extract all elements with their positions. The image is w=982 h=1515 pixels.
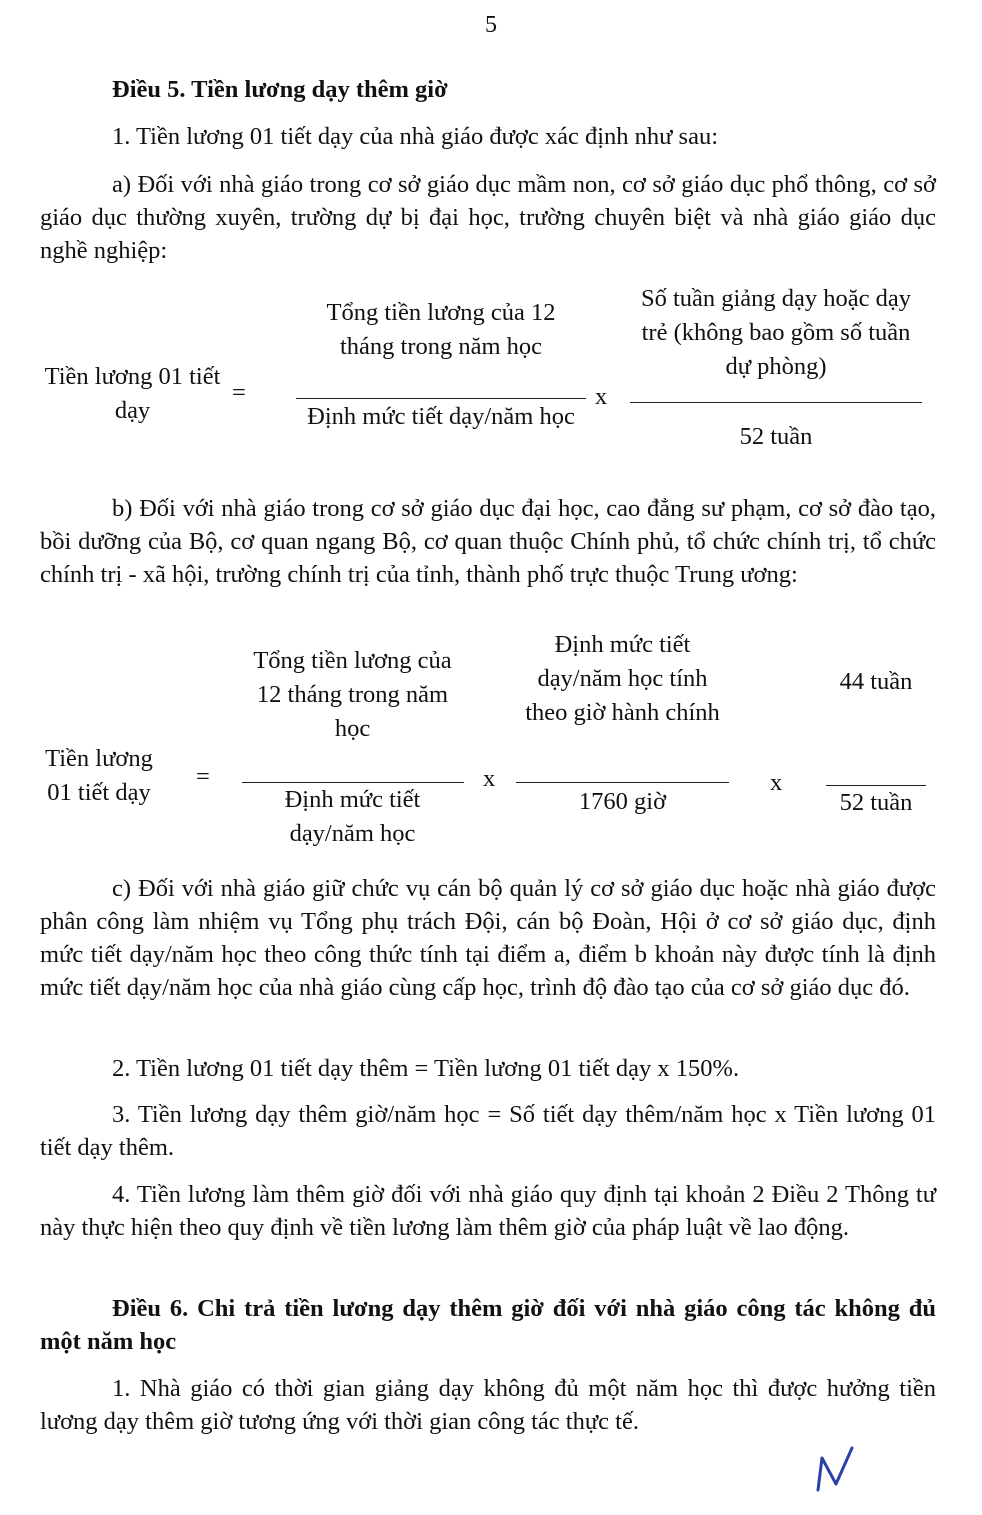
formula-a-fraction-bar-2 [630, 402, 922, 403]
formula-a-lhs: Tiền lương 01 tiết dạy [44, 363, 221, 424]
formula-b-numerator-1: Tổng tiền lương của 12 tháng trong năm học [253, 647, 452, 742]
formula-b-times-2: x [770, 769, 783, 796]
formula-b-lhs: Tiền lương 01 tiết dạy [45, 745, 153, 806]
article-6-clause-1: 1. Nhà giáo có thời gian giảng dạy không đủ một năm học thì được hưởng tiền lương dạy thêm giờ tương ứng với thời gian công tác thực tế. [40, 1375, 936, 1435]
formula-b-numerator-2: Định mức tiết dạy/năm học tính theo giờ hành chính [525, 631, 720, 726]
formula-b-times-1: x [483, 765, 496, 792]
article-5-heading: Điều 5. Tiền lương dạy thêm giờ [112, 76, 448, 103]
page-number: 5 [485, 12, 497, 38]
formula-a-times: x [595, 383, 608, 410]
formula-a-fraction-bar-1 [296, 398, 586, 399]
formula-a-denominator-2: 52 tuần [739, 423, 813, 450]
formula-b-equals: = [196, 763, 210, 790]
formula-a-numerator-2: Số tuần giảng dạy hoặc dạy trẻ (không bao gồm số tuần dự phòng) [640, 285, 912, 380]
formula-a-equals: = [232, 379, 246, 406]
article-5-clause-2: 2. Tiền lương 01 tiết dạy thêm = Tiền lương 01 tiết dạy x 150%. [112, 1055, 740, 1082]
article-6-heading: Điều 6. Chi trả tiền lương dạy thêm giờ đối với nhà giáo công tác không đủ một năm học [40, 1295, 936, 1355]
formula-b-numerator-3: 44 tuần [839, 668, 913, 695]
article-5-point-c: c) Đối với nhà giáo giữ chức vụ cán bộ quản lý cơ sở giáo dục hoặc nhà giáo được phân công làm nhiệm vụ Tổng phụ trách Đội, cán bộ Đoàn, Hội ở cơ sở giáo dục, định mức tiết dạy/năm học theo công thức tính tại điểm a, điểm b khoản này được tính là định mức tiết dạy/năm học của nhà giáo cùng cấp học, trình độ đào tạo của cơ sở giáo dục đó. [40, 875, 936, 1001]
formula-b-denominator-3: 52 tuần [839, 789, 913, 816]
article-5-clause-1: 1. Tiền lương 01 tiết dạy của nhà giáo được xác định như sau: [112, 123, 719, 150]
article-5-clause-4: 4. Tiền lương làm thêm giờ đối với nhà giáo quy định tại khoản 2 Điều 2 Thông tư này thực hiện theo quy định về tiền lương làm thêm giờ của pháp luật về lao động. [40, 1181, 936, 1241]
article-5-clause-3: 3. Tiền lương dạy thêm giờ/năm học = Số tiết dạy thêm/năm học x Tiền lương 01 tiết dạy thêm. [40, 1101, 936, 1161]
formula-a-numerator-1: Tổng tiền lương của 12 tháng trong năm học [326, 299, 556, 360]
article-5-point-a: a) Đối với nhà giáo trong cơ sở giáo dục mầm non, cơ sở giáo dục phổ thông, cơ sở giáo dục thường xuyên, trường dự bị đại học, trường chuyên biệt và nhà giáo giáo dục nghề nghiệp: [40, 171, 936, 264]
formula-b-denominator-1: Định mức tiết dạy/năm học [284, 786, 421, 847]
article-5-point-b: b) Đối với nhà giáo trong cơ sở giáo dục đại học, cao đẳng sư phạm, cơ sở đào tạo, bồi dưỡng của Bộ, cơ quan ngang Bộ, cơ quan thuộc Chính phủ, tổ chức chính trị, tổ chức chính trị - xã hội, trường chính trị của tỉnh, thành phố trực thuộc Trung ương: [40, 495, 936, 588]
formula-b-denominator-2: 1760 giờ [578, 788, 667, 815]
formula-b-fraction-bar-2 [516, 782, 729, 783]
initial-mark-icon [812, 1444, 856, 1500]
formula-a-denominator-1: Định mức tiết dạy/năm học [307, 403, 575, 430]
